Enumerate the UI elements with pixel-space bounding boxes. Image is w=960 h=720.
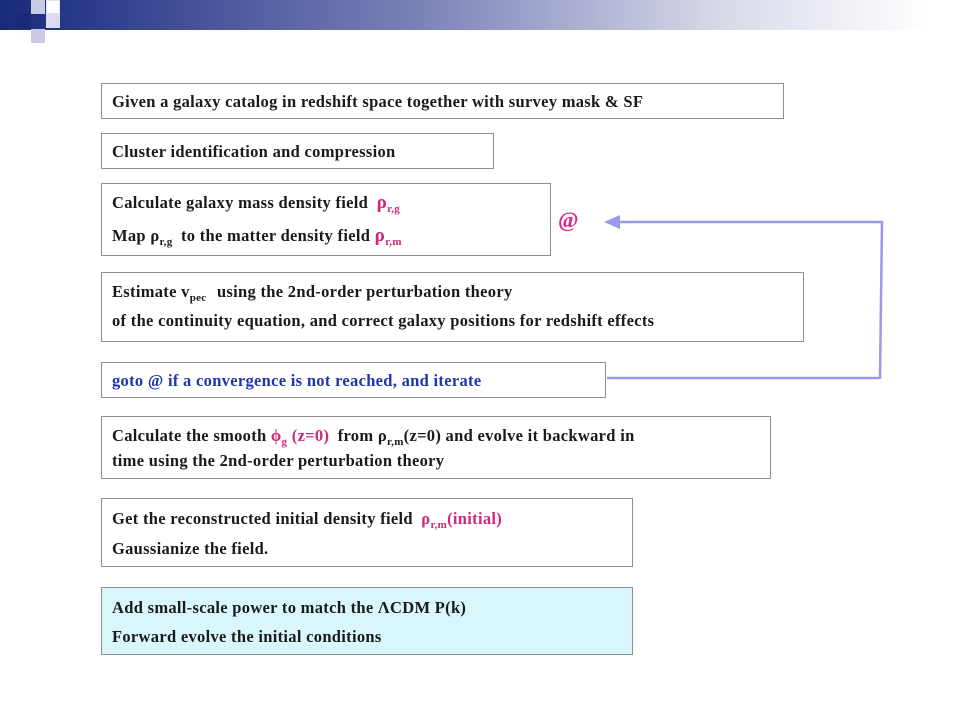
reconstructed-text: Get the reconstructed initial density field [112, 509, 413, 528]
step-forward-evolve-line1: Add small-scale power to match the ΛCDM P(k) [112, 598, 467, 617]
matter-rho-symbol: ρ [374, 225, 386, 246]
smooth-prefix: Calculate the smooth [112, 426, 267, 445]
vpec-prefix: Estimate v [112, 282, 190, 301]
map-prefix-sub: r,g [159, 236, 173, 248]
loop-arrow-path [607, 222, 882, 378]
initial-rho-symbol: ρ [421, 509, 431, 528]
map-prefix: Map ρ [112, 226, 160, 245]
loop-arrow-head [604, 215, 620, 229]
matter-rho-sub: r,m [385, 236, 402, 248]
loop-target-marker: @ [558, 207, 579, 232]
phi-sub: g [281, 436, 288, 448]
step-goto-iterate-text: goto @ if a convergence is not reached, and iterate [112, 371, 482, 390]
density-rho-symbol: ρ [376, 192, 388, 213]
step-cluster-identification-text: Cluster identification and compression [112, 142, 396, 161]
density-line1-text: Calculate galaxy mass density field [112, 193, 369, 212]
step-estimate-vpec-line2: of the continuity equation, and correct galaxy positions for redshift effects [112, 311, 655, 330]
map-text: to the matter density field [180, 226, 371, 245]
smooth-mid: from ρ [337, 426, 387, 445]
step-forward-evolve-line2: Forward evolve the initial conditions [112, 627, 382, 646]
step-reconstructed-initial-line2: Gaussianize the field. [112, 539, 269, 558]
phi-arg: (z=0) [291, 426, 330, 445]
initial-rho-sub: r,m [430, 519, 448, 531]
vpec-sub: pec [189, 292, 207, 304]
smooth-mid-sub: r,m [386, 436, 404, 448]
density-rho-sub: r,g [387, 203, 401, 215]
phi-symbol: ϕ [270, 426, 282, 445]
initial-rho-arg: (initial) [447, 509, 503, 528]
vpec-text: using the 2nd-order perturbation theory [216, 282, 513, 301]
smooth-rest: (z=0) and evolve it backward in [403, 426, 635, 445]
step-given-catalog-text: Given a galaxy catalog in redshift space together with survey mask & SF [112, 92, 644, 111]
step-smooth-potential-line2: time using the 2nd-order perturbation theory [112, 451, 445, 470]
